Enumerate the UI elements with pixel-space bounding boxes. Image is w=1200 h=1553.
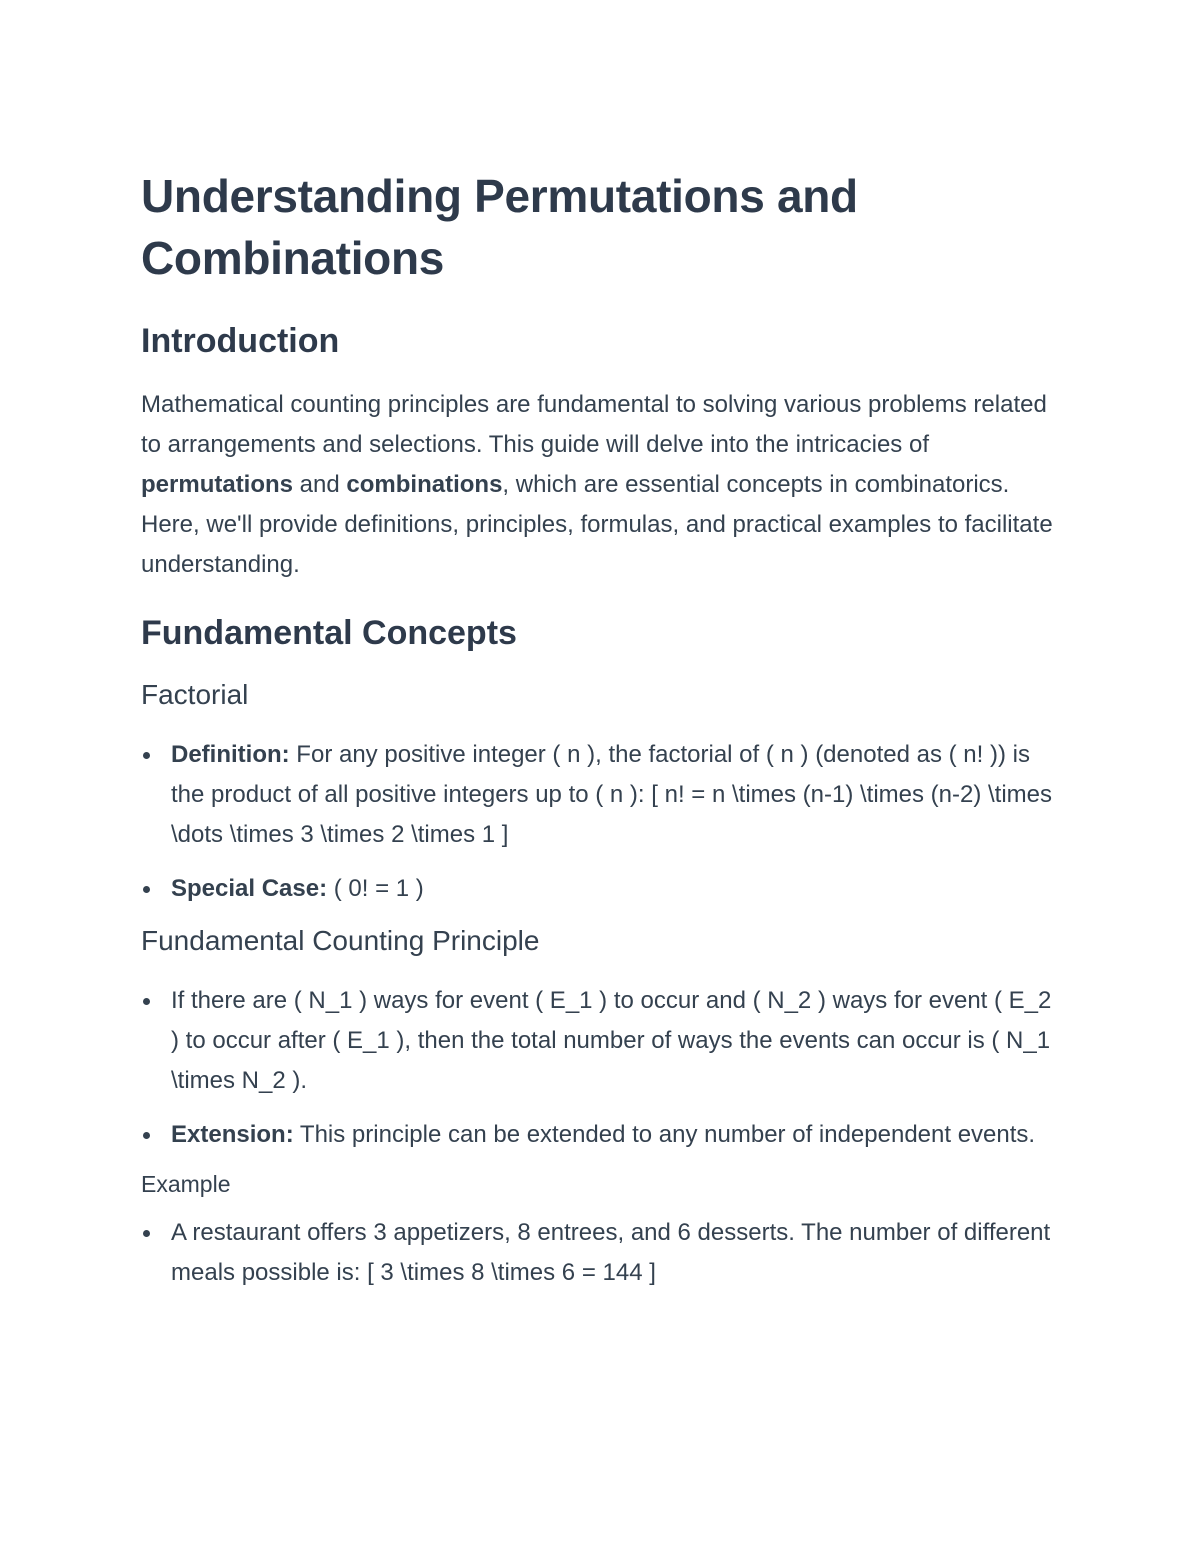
example-heading: Example: [141, 1171, 231, 1197]
bullet-icon: [143, 1230, 150, 1237]
item-text: If there are ( N_1 ) ways for event ( E_1 ) to occur and ( N_2 ) ways for event ( E_2 ) to occur after ( E_1 ), then the total number of ways the events can occur is ( N_1 \times N_2 ).: [171, 987, 1052, 1094]
intro-text-2: and: [293, 471, 347, 498]
item-text: A restaurant offers 3 appetizers, 8 entrees, and 6 desserts. The number of different meals possible is: [ 3 \times 8 \times 6 = 144 ]: [171, 1219, 1051, 1286]
list-item: [141, 1115, 1066, 1155]
introduction-paragraph: [141, 385, 1066, 585]
intro-bold-combinations: combinations: [346, 471, 503, 498]
fundamental-concepts-heading: Fundamental Concepts: [141, 614, 517, 652]
counting-principle-heading: Fundamental Counting Principle: [141, 925, 540, 956]
item-text: This principle can be extended to any number of independent events.: [293, 1121, 1036, 1148]
factorial-list: [141, 735, 1066, 909]
item-text: For any positive integer ( n ), the factorial of ( n ) (denoted as ( n! )) is the product of all positive integers up to ( n ): [ n! = n \times (n-1) \times (n-2) \times \dots \times 3 \times 2 \times 1 ]: [171, 741, 1053, 848]
list-item: [141, 1213, 1066, 1293]
document-page: [141, 165, 1066, 1307]
intro-text-1: Mathematical counting principles are fundamental to solving various problems related to arrangements and selections. This guide will delve into the intricacies of: [141, 391, 1047, 458]
bullet-icon: [143, 1132, 150, 1139]
example-list: [141, 1213, 1066, 1293]
item-text: ( 0! = 1 ): [327, 875, 424, 902]
introduction-heading: Introduction: [141, 322, 340, 360]
intro-bold-permutations: permutations: [141, 471, 294, 498]
item-label: Extension:: [171, 1121, 294, 1148]
list-item: [141, 981, 1066, 1101]
bullet-icon: [143, 752, 150, 759]
bullet-icon: [143, 998, 150, 1005]
factorial-heading: Factorial: [141, 679, 249, 710]
list-item: [141, 735, 1066, 855]
intro-text-3: , which are essential concepts in combinatorics. Here, we'll provide definitions, principles, formulas, and practical examples to facilitate understanding.: [141, 471, 1053, 578]
item-label: Definition:: [171, 741, 290, 768]
page-title: Understanding Permutations and Combinations: [141, 170, 858, 284]
item-label: Special Case:: [171, 875, 328, 902]
list-item: [141, 869, 1066, 909]
bullet-icon: [143, 886, 150, 893]
counting-principle-list: [141, 981, 1066, 1155]
